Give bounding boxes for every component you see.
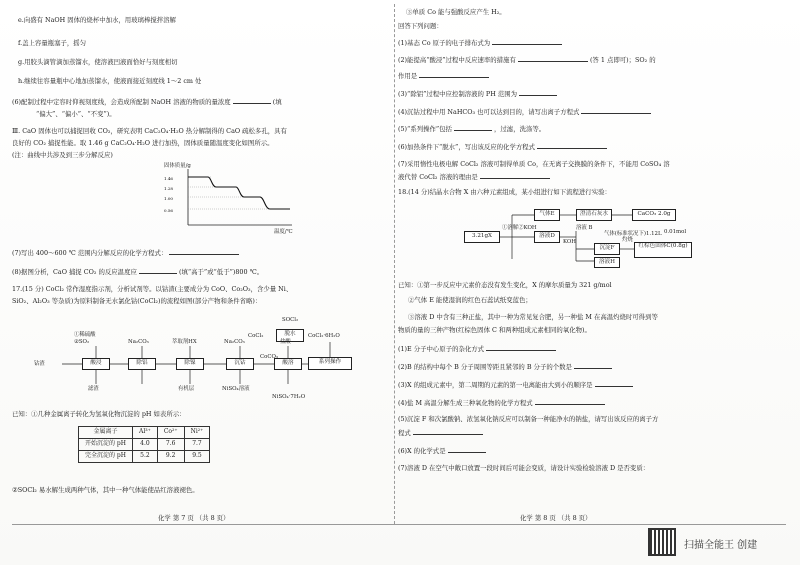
q18-known-2: ②气体 E 能使湿润的红色石蕊试纸变蓝色； (408, 296, 532, 304)
flow18-label-koh: KOH (563, 239, 577, 245)
q17-6-blank[interactable] (537, 142, 607, 149)
flow17-label-residue: 滤渣 (88, 386, 99, 392)
q17-7-text: 液代替 CoCl₂ 溶液的理由是 (398, 173, 478, 181)
flow17-label-extractant: 萃取剂HX (172, 339, 197, 345)
q18-5-blank[interactable] (413, 428, 483, 435)
q8-tail: (填“高于”或“低于”)800 ℃。 (178, 268, 264, 276)
flow-diagram-17 (12, 314, 392, 406)
flow17-label-cocl2: CoCl₂ (248, 333, 264, 339)
q17-5-blank[interactable] (454, 124, 492, 131)
q18-7: (7)溶液 D 在空气中敞口放置一段时间后可能会变质，请设计实验检验溶液 D 是否变质： (398, 464, 650, 472)
q17-2-blank[interactable] (518, 55, 588, 62)
q17-3-text: (3)“除铝”过程中应控制溶液的 PH 范围为 (398, 90, 517, 98)
q18-6-text: (6)X 的化学式是 (398, 447, 446, 455)
q18-5-line1: (5)沉淀 F 和次氯酸钠、浓氢氧化钠反应可以制备一种能净水的钠盐，请写出该反应的离子方 (398, 415, 659, 423)
q17-3-blank[interactable] (519, 89, 557, 96)
q17-1-text: (1)基态 Co 原子的电子排布式为 (398, 39, 491, 47)
step-g: g.用胶头滴管滴加蒸馏水，使溶液凹液面恰好与刻度相切 (18, 58, 178, 66)
flow17-label-coco3: CoCO₃ (260, 354, 279, 360)
bottom-rule (12, 524, 786, 525)
q17-7-line2 (398, 172, 550, 181)
box-remove-al: 除铝 (128, 358, 156, 370)
step-e: e.向盛有 NaOH 固体的烧杯中加水，用玻璃棒搅拌溶解 (18, 16, 176, 24)
qr-code-icon (648, 528, 676, 556)
ph-header-ion: 金属离子 (79, 427, 133, 439)
q17-line1: 17.(15 分) CoCl₂ 常作湿度指示剂，分析试剂等。以钴渣(主要成分为 CoO、Co₂O₃，含少量 Ni、 (12, 285, 293, 293)
flow17-label-acid: ①稀硫酸 (74, 332, 96, 338)
box-series-ops: 系列操作 (308, 357, 352, 370)
column-divider (394, 4, 395, 524)
box-precip-co: 沉钴 (226, 358, 254, 370)
y-tick-4: 0.56 (164, 208, 173, 213)
q17-2b-blank[interactable] (419, 71, 489, 78)
y-tick-2: 1.28 (164, 186, 173, 191)
q17-6-text: (6)加热条件下“脱水”，写出该反应的化学方程式 (398, 143, 536, 151)
q6 (12, 97, 282, 106)
q18-4 (398, 398, 605, 407)
q6-options: “偏大”、“偏小”、“不变”)。 (36, 110, 116, 118)
flow17-label-organic: 有机层 (178, 386, 195, 392)
ph-header-co: Co²⁺ (157, 427, 184, 439)
q7 (12, 248, 239, 257)
q18-6-blank[interactable] (448, 446, 486, 453)
q17-2 (398, 55, 656, 64)
step-f: f.盖上容量瓶塞子，摇匀 (18, 39, 87, 47)
q18-5-line2 (398, 428, 483, 437)
q17-4-blank[interactable] (581, 107, 651, 114)
box-red-solid-c: 红棕色固体C(0.8g) (634, 242, 692, 258)
ph-table-header (79, 427, 210, 439)
ph-cell: 7.7 (184, 439, 210, 451)
flow18-gas-value: 0.01mol (664, 229, 687, 235)
y-tick-1: 1.46 (164, 176, 173, 181)
box-acid-leach: 酸浸 (82, 358, 110, 370)
mass-curve (188, 177, 290, 209)
section3-note: (注：曲线中共涉及到三步分解反应) (12, 151, 113, 159)
chart-y-label: 固体质量/g (164, 163, 191, 169)
q18-known-3a: ③溶液 D 中含有三种正盐，其中一种为常见复合肥，另一种盐 M 在高温灼烧时可得到等 (408, 313, 658, 321)
q17-2-tail: (答 1 点即可)；SO₂ 的 (589, 56, 656, 64)
ph-cell: 9.5 (184, 451, 210, 463)
flow18-label-gas: 气体(标准状况下)1.12L (604, 231, 662, 237)
q6-text: (6)配制过程中定容时仰视刻度线，会造成所配制 NaOH 溶液的物质的量浓度 (12, 98, 231, 106)
section3-line1: Ⅲ. CaO 固体也可以捕捉回收 CO₂，研究表明 CaC₂O₄·H₂O 热分解制得的 CaO 疏松多孔，具有 (12, 127, 287, 135)
box-caco3: CaCO₃ 2.0g (632, 209, 676, 221)
ph-table (78, 426, 210, 463)
q17-5 (398, 124, 545, 133)
ph-cell: 开始沉淀的 pH (79, 439, 133, 451)
q18-2-text: (2)B 的结构中每个 B 分子周围等距且紧邻的 B 分子的个数是 (398, 363, 572, 371)
q18-5-text: 程式 (398, 429, 411, 437)
q18-2 (398, 362, 612, 371)
q17-7-line1: (7)采用惰性电极电解 CoCl₂ 溶液可制得单质 Co，在无离子交换膜的条件下，不能用 CoSO₄ 溶 (398, 160, 670, 168)
known-2: ②SOCl₂ 易水解生成两种气体，其中一种气体能使品红溶液褪色。 (12, 486, 199, 494)
q8-blank[interactable] (139, 267, 177, 274)
ph-cell: 9.2 (157, 451, 184, 463)
flow17-label-socl2: SOCl₂ (282, 317, 299, 323)
box-remove-ni: 除镍 (176, 358, 204, 370)
q17-2-text: (2)能提高“酸浸”过程中反应速率的措施有 (398, 56, 516, 64)
flow17-label-niso4-sol: NiSO₄溶液 (222, 386, 250, 392)
q8-text: (8)据图分析，CaO 捕捉 CO₂ 的反应温度应 (12, 268, 137, 276)
flow18-label-burn: 灼烧 (622, 237, 633, 243)
flow18-start: 3.21gX (464, 231, 500, 243)
q17-6 (398, 142, 607, 151)
ph-cell: 7.6 (157, 439, 184, 451)
q18-title: 18.(14 分)结晶水合物 X 由六种元素组成，某小组进行如下流程进行实验： (398, 188, 611, 196)
ph-header-ni: Ni²⁺ (184, 427, 210, 439)
q17-4-text: (4)沉钴过程中用 NaHCO₃ 也可以达到目的，请写出离子方程式 (398, 108, 580, 116)
step-h: h.继续往容量瓶中心地加蒸馏水，使液面接近刻度线 1～2 cm 处 (18, 77, 202, 85)
footer-right: 化学 第 8 页 （共 8 页） (520, 514, 592, 522)
chart-x-label: 温度/℃ (274, 229, 293, 235)
known-3: ③单质 Co 能与强酸反应产生 H₂。 (406, 8, 506, 16)
ph-cell: 完全沉淀的 pH (79, 451, 133, 463)
box-gas-e: 气体E (534, 209, 560, 221)
q18-3-text: (3)X 的组成元素中，第二周期的元素的第一电离能由大到小的顺序是 (398, 381, 593, 389)
footer-left: 化学 第 7 页 （共 8 页） (158, 514, 230, 522)
q17-4 (398, 107, 651, 116)
q18-1-text: (1)E 分子中心原子的杂化方式 (398, 345, 485, 353)
q17-1-blank[interactable] (492, 38, 562, 45)
known-1: 已知：①几种金属离子转化为氢氧化物沉淀的 pH 如表所示： (12, 410, 186, 418)
flow17-label-niso4-hydrate: NiSO₄·7H₂O (272, 394, 306, 400)
answer-prompt: 回答下列问题： (398, 22, 443, 30)
q17-5-tail: ，过滤，洗涤等。 (494, 125, 546, 133)
q17-1 (398, 38, 562, 47)
flow17-label-na2co3-2: Na₂CO₃ (224, 339, 245, 345)
ph-table-row (79, 451, 210, 463)
q7-blank[interactable] (169, 248, 239, 255)
mass-temperature-chart (162, 163, 302, 241)
box-solution-h: 溶液H (594, 257, 620, 268)
q18-3-blank[interactable] (595, 380, 633, 387)
box-solution-d: 溶液D (534, 231, 560, 243)
q17-3 (398, 89, 557, 98)
q6-blank[interactable] (233, 97, 271, 104)
q6-fill: (填 (272, 98, 282, 106)
box-acid-dissolve: 酸溶 (274, 358, 302, 370)
ph-cell: 4.0 (132, 439, 157, 451)
flow18-label-b: 溶液 B (576, 225, 593, 231)
section3-line2: 良好的 CO₂ 捕捉性能。取 1.46 g CaC₂O₄·H₂O 进行加热，固体质量随温度变化如图所示。 (12, 139, 274, 147)
q17-7-blank[interactable] (480, 172, 550, 179)
q18-3 (398, 380, 633, 389)
flow17-label-so2: ②SO₂ (74, 339, 90, 345)
q17-5-text: (5)“系列操作”包括 (398, 125, 452, 133)
q17-2b (398, 71, 489, 80)
flow17-label-na2co3-1: Na₂CO₃ (128, 339, 149, 345)
box-precip-f: 沉淀F (594, 243, 620, 255)
ph-header-al: Al³⁺ (132, 427, 157, 439)
flow17-label-hcl: 盐酸 (280, 339, 291, 345)
y-tick-3: 1.00 (164, 196, 173, 201)
ph-cell: 5.2 (132, 451, 157, 463)
q18-1-blank[interactable] (486, 344, 556, 351)
q17-2b-text: 作用是 (398, 72, 418, 80)
q17-line2: SiO₂、Al₂O₃ 等杂质)为原料制备无水氯化钴(CoCl₂)的流程如图(部分产物和条件省略)： (12, 297, 262, 305)
q18-known-3b: 物质的量的三种产物(红棕色固体 C 和两种组成元素相同的氧化物)。 (398, 326, 591, 334)
flow17-start: 钴渣 (34, 361, 45, 367)
q18-4-text: (4)盐 M 高温分解生成三种氧化物的化学方程式 (398, 399, 533, 407)
ph-table-row (79, 439, 210, 451)
flow18-step1: ①溶解②KOH (502, 225, 537, 231)
box-dehydrate: 脱水 (276, 329, 304, 342)
q8 (12, 267, 263, 276)
q18-2-blank[interactable] (574, 362, 612, 369)
q18-known-1: 已知：①第一步反应中元素价态没有发生变化，X 的摩尔质量为 321 g/mol (398, 281, 612, 289)
box-solution: 澄清石灰水 (576, 209, 612, 221)
q7-text: (7)写出 400～600 ℃ 范围内分解反应的化学方程式： (12, 249, 168, 257)
q18-4-blank[interactable] (535, 398, 605, 405)
q18-1 (398, 344, 556, 353)
scanner-watermark (648, 528, 798, 558)
watermark-text: 扫描全能王 创建 (684, 540, 758, 551)
q18-6 (398, 446, 486, 455)
flow-diagram-18 (464, 201, 724, 269)
flow17-label-cocl2-hydrate: CoCl₂·6H₂O (308, 333, 340, 339)
